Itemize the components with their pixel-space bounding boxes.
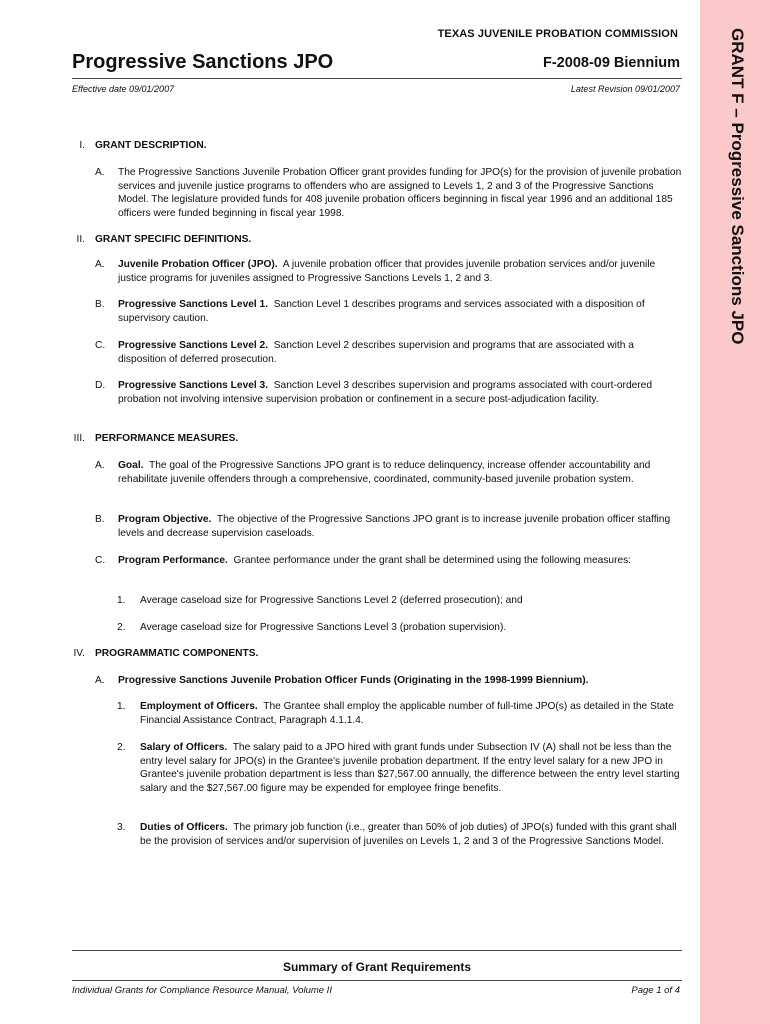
sub-item-text: Average caseload size for Progressive Sanctions Level 2 (deferred prosecution); and xyxy=(140,595,523,606)
footer-manual-name: Individual Grants for Compliance Resource Manual, Volume II xyxy=(72,985,332,996)
component xyxy=(140,821,685,848)
item-number: 2. xyxy=(117,622,126,633)
page-title: Progressive Sanctions JPO xyxy=(72,51,334,73)
component xyxy=(140,741,685,795)
section-number: III. xyxy=(73,433,85,444)
measure-text: The objective of the Progressive Sanctions JPO grant is to increase juvenile probation officer staffing levels and decrease supervision caseloads. xyxy=(118,514,671,539)
item-number: 1. xyxy=(117,595,126,606)
footer-divider-bottom xyxy=(72,980,682,981)
measure xyxy=(118,513,683,540)
agency-name: TEXAS JUVENILE PROBATION COMMISSION xyxy=(437,28,678,40)
component xyxy=(140,700,685,727)
item-letter: A. xyxy=(95,259,105,270)
section-number: I. xyxy=(79,140,85,151)
biennium-label: F-2008-09 Biennium xyxy=(543,55,680,71)
component-term: Duties of Officers. xyxy=(140,822,228,833)
component-text: The salary paid to a JPO hired with grant funds under Subsection IV (A) shall not be less than the entry level salary for JPO(s) in the Grantee's juvenile probation department. If the entry level salary for a new JPO in Grantee's juvenile probation department is less than $27,567.00 annually, the difference between the entry level starting salary and the $27,567.00 figure may be expended for employee fringe benefits. xyxy=(140,742,680,794)
definition-text: Sanction Level 2 describes supervision and programs that are associated with a disposition of deferred prosecution. xyxy=(118,340,634,365)
item-number: 3. xyxy=(117,822,126,833)
component-text: The primary job function (i.e., greater than 50% of job duties) of JPO(s) funded with this grant shall be the provision of services and/or supervision of juveniles on Levels 1, 2 and 3 of the Progressive Sanctions Model. xyxy=(140,822,677,847)
item-letter: A. xyxy=(95,675,105,686)
measure-term: Program Performance. xyxy=(118,555,228,566)
definition xyxy=(118,339,683,366)
item-letter: D. xyxy=(95,380,106,391)
definition xyxy=(118,298,683,325)
measure xyxy=(118,554,683,568)
definition xyxy=(118,258,683,285)
section-heading: GRANT SPECIFIC DEFINITIONS. xyxy=(95,234,252,245)
footer-title: Summary of Grant Requirements xyxy=(282,960,472,974)
item-letter: B. xyxy=(95,299,105,310)
item-letter: A. xyxy=(95,167,105,178)
measure-text: Grantee performance under the grant shall be determined using the following measures: xyxy=(233,555,632,566)
item-letter: A. xyxy=(95,460,105,471)
item-letter: C. xyxy=(95,555,106,566)
item-number: 1. xyxy=(117,701,126,712)
section-heading: GRANT DESCRIPTION. xyxy=(95,140,207,151)
component-text: The Grantee shall employ the applicable number of full-time JPO(s) as detailed in the State Financial Assistance Contract, Paragraph 4.1.1.4. xyxy=(140,701,674,726)
item-letter: C. xyxy=(95,340,106,351)
definition-term: Progressive Sanctions Level 1. xyxy=(118,299,269,310)
header-divider xyxy=(72,78,682,79)
paragraph xyxy=(118,166,683,220)
definition xyxy=(118,379,683,406)
effective-date: Effective date 09/01/2007 xyxy=(72,84,175,94)
revision-date: Latest Revision 09/01/2007 xyxy=(570,84,680,94)
paragraph-text: The Progressive Sanctions Juvenile Probation Officer grant provides funding for JPO(s) for the provision of juvenile probation services and juvenile justice programs to offenders who are assigned to Levels 1, 2 and 3 of the Progressive Sanctions Model. The legislature provided funds for 408 juvenile probation officers beginning in fiscal year 1996 and an additional 185 officers were funded beginning in fiscal year 1998. xyxy=(118,167,682,219)
section-heading: PROGRAMMATIC COMPONENTS. xyxy=(95,648,259,659)
definition-text: Sanction Level 3 describes supervision and programs associated with court-ordered probation not involving intensive supervision probation or confinement in a secure post-adjudication facility. xyxy=(118,380,653,405)
component-term: Salary of Officers. xyxy=(140,742,228,753)
definition-term: Juvenile Probation Officer (JPO). xyxy=(118,259,278,270)
footer-divider-top xyxy=(72,950,682,951)
definition-term: Progressive Sanctions Level 3. xyxy=(118,380,269,391)
section-number: IV. xyxy=(73,648,85,659)
definition-text: A juvenile probation officer that provides juvenile probation services and/or juvenile justice programs for juveniles assigned to Progressive Sanctions Levels 1, 2 and 3. xyxy=(118,259,656,284)
measure-text: The goal of the Progressive Sanctions JPO grant is to reduce delinquency, increase offender accountability and rehabilitate juvenile offenders through a comprehensive, coordinated, community-based juvenile probation system. xyxy=(118,460,651,485)
measure-term: Goal. xyxy=(118,460,144,471)
component-term: Employment of Officers. xyxy=(140,701,258,712)
side-tab-label: GRANT F – Progressive Sanctions JPO xyxy=(728,28,747,345)
sub-item-text: Average caseload size for Progressive Sanctions Level 3 (probation supervision). xyxy=(140,622,507,633)
measure-term: Program Objective. xyxy=(118,514,212,525)
component-heading: Progressive Sanctions Juvenile Probation Officer Funds (Originating in the 1998-1999 Biennium). xyxy=(118,675,589,686)
page-number: Page 1 of 4 xyxy=(631,985,680,996)
section-heading: PERFORMANCE MEASURES. xyxy=(95,433,239,444)
definition-text: Sanction Level 1 describes programs and services associated with a disposition of supervisory caution. xyxy=(118,299,645,324)
item-letter: B. xyxy=(95,514,105,525)
definition-term: Progressive Sanctions Level 2. xyxy=(118,340,269,351)
item-number: 2. xyxy=(117,742,126,753)
measure xyxy=(118,459,683,486)
section-number: II. xyxy=(76,234,85,245)
